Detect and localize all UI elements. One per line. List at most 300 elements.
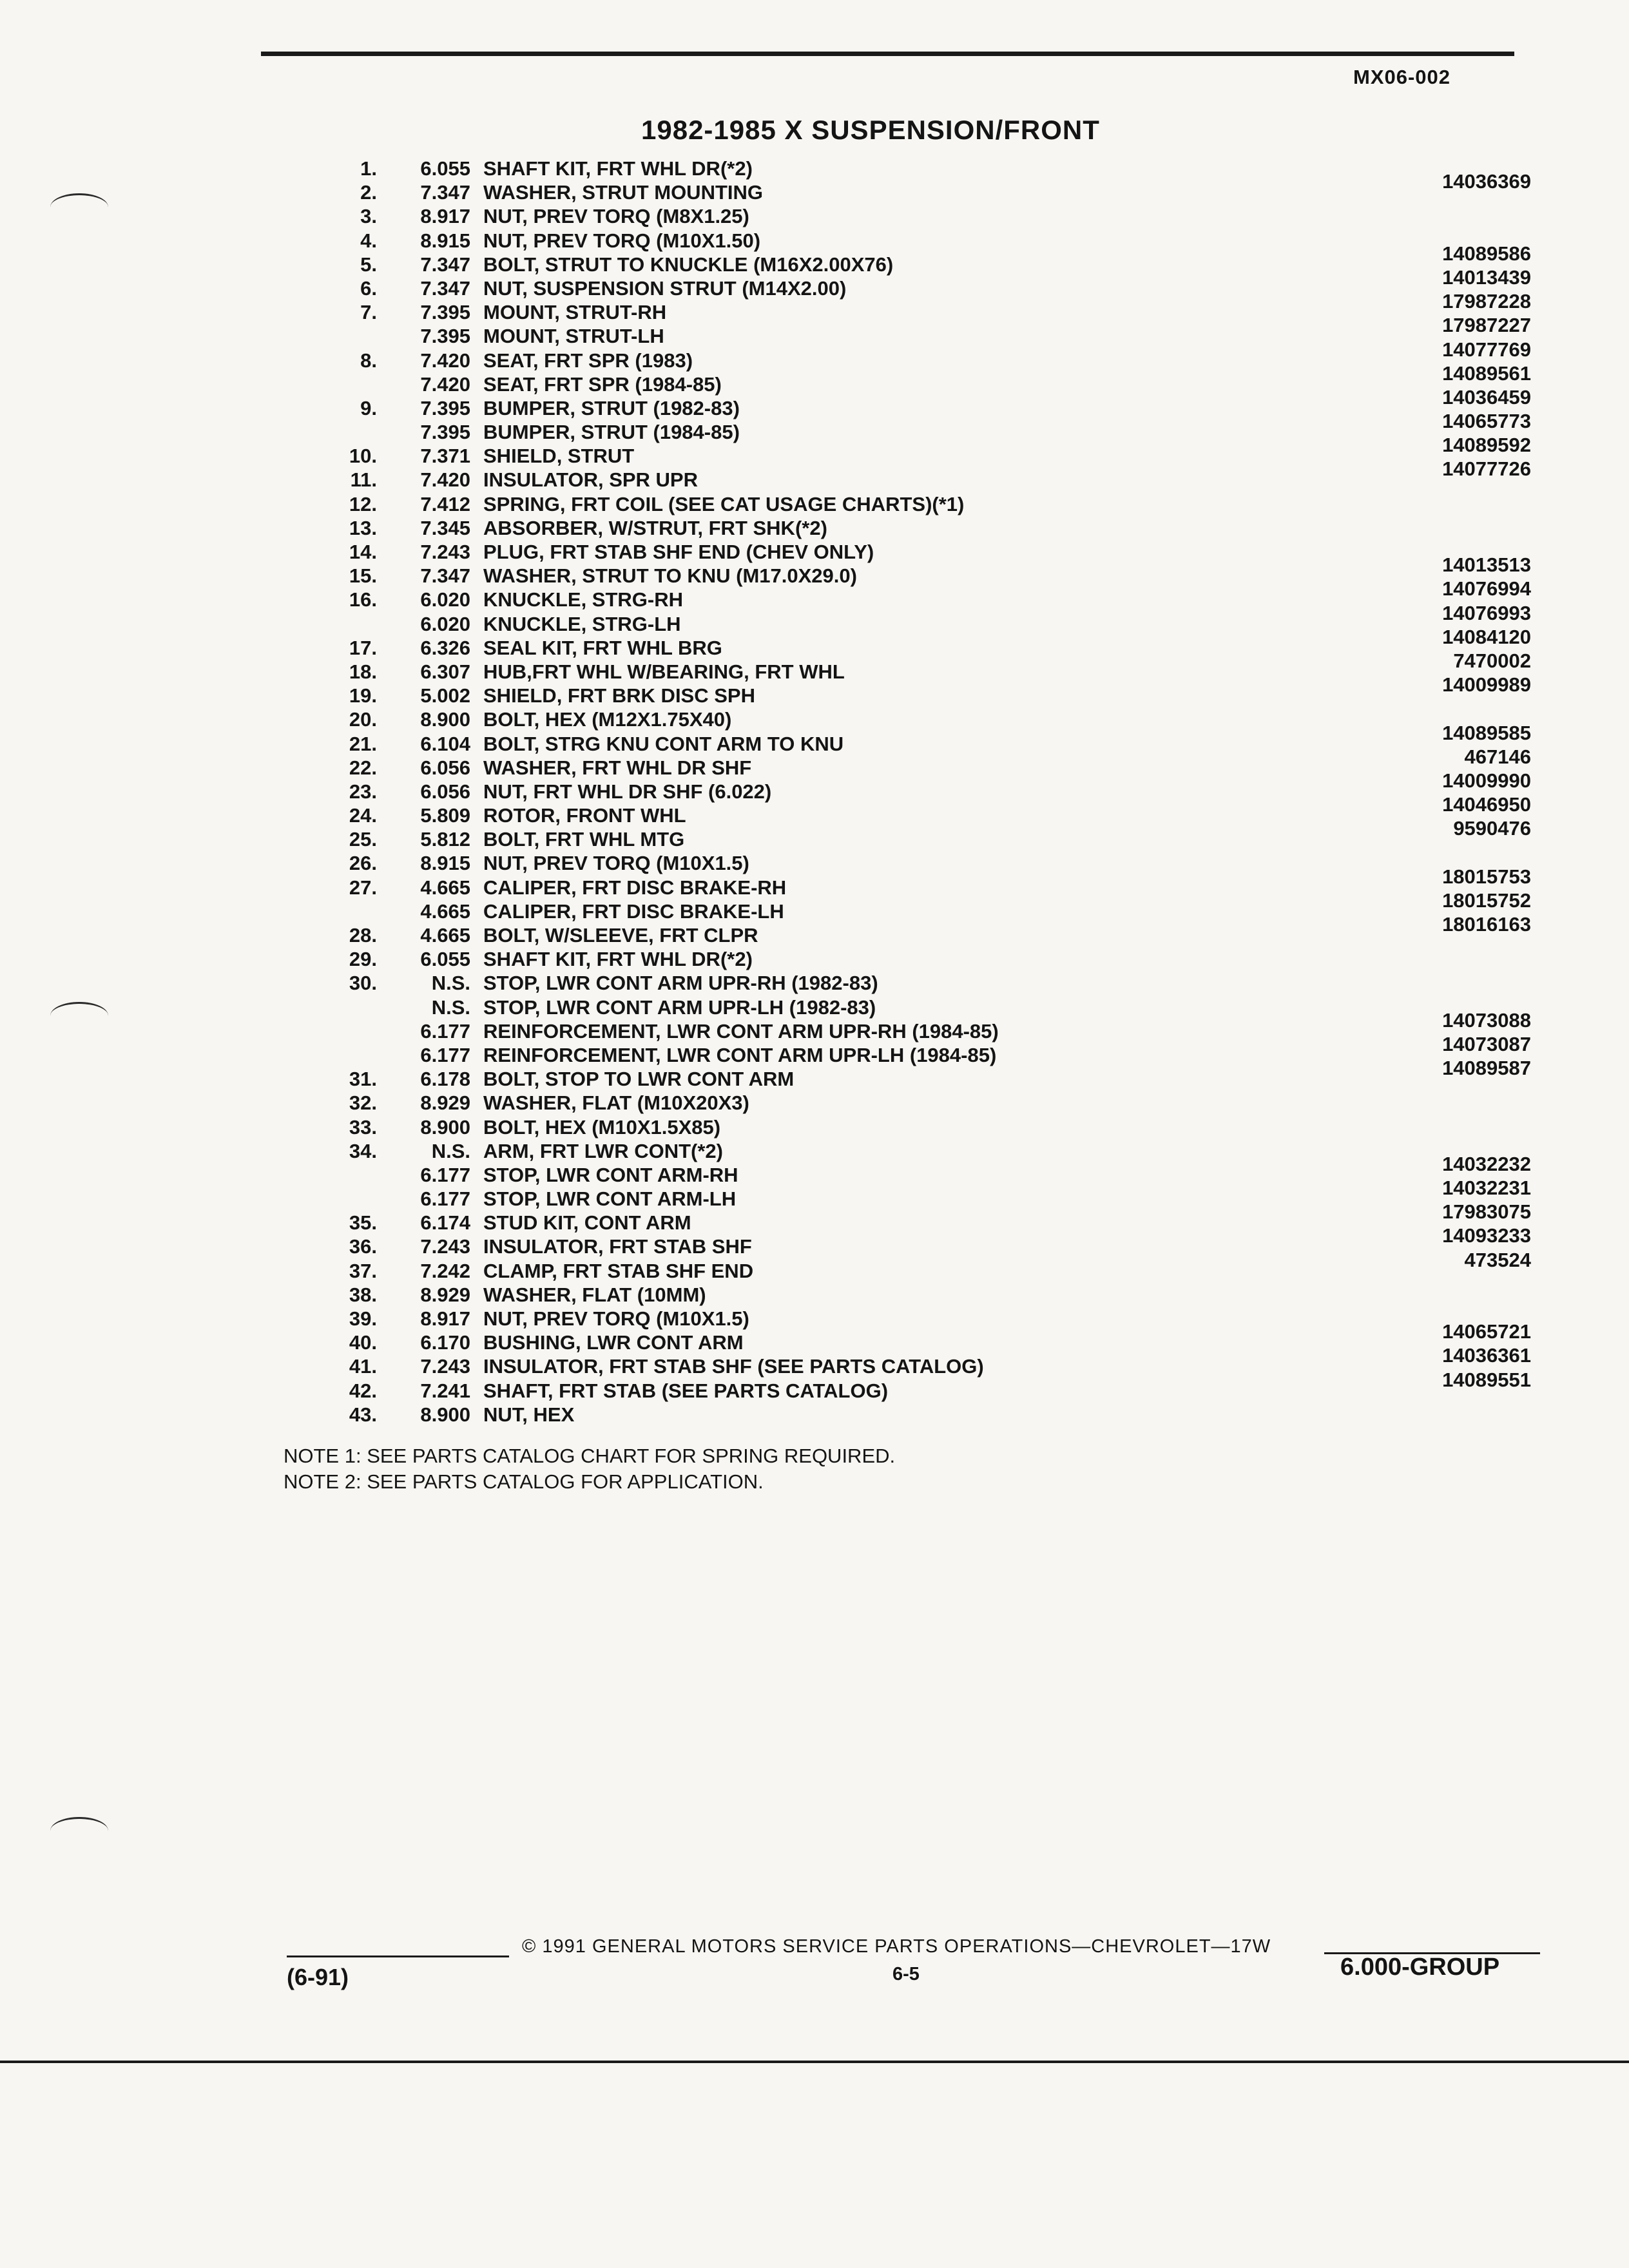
part-number: 14077726 [1379, 457, 1531, 481]
group-number: 6.104 [420, 732, 470, 755]
item-name: INSULATOR [483, 468, 598, 492]
item-name: BUMPER [483, 421, 570, 444]
group-number: 7.347 [420, 276, 470, 300]
item-detail: , HEX [522, 1403, 575, 1426]
item-name: BUSHING [483, 1331, 575, 1354]
item-name: NUT [483, 205, 523, 228]
item-name: CLAMP [483, 1259, 552, 1282]
item-name: SEAT [483, 372, 533, 396]
part-row [309, 625, 1534, 660]
item-name: SEAT [483, 349, 533, 372]
item-detail: , STRUT [556, 445, 635, 468]
part-row [309, 707, 1534, 731]
item-number: 20. [349, 708, 377, 731]
group-number: 4.665 [420, 899, 470, 923]
part-number: 17987228 [1379, 289, 1531, 313]
group-number: 6.055 [420, 948, 470, 971]
item-name: REINFORCEMENT [483, 1019, 655, 1043]
group-number: 7.241 [420, 1379, 470, 1402]
item-number: 8. [360, 349, 377, 372]
group-number: 8.900 [420, 1115, 470, 1139]
item-name: STOP [483, 995, 535, 1019]
item-detail: , LWR CONT ARM UPR-LH (1982-83) [534, 995, 876, 1019]
item-name: BOLT [483, 828, 534, 851]
item-number: 39. [349, 1307, 377, 1330]
item-name: NUT [483, 276, 523, 300]
part-row [309, 410, 1534, 444]
item-detail: , FRT SPR (1983) [532, 349, 693, 372]
group-number: 5.002 [420, 684, 470, 707]
item-name: NUT [483, 229, 523, 252]
part-number: 14013439 [1379, 265, 1531, 289]
item-detail: , LWR CONT ARM-RH [534, 1163, 738, 1186]
group-number: N.S. [431, 1139, 470, 1162]
item-name: WASHER [483, 564, 572, 588]
item-number: 12. [349, 492, 377, 515]
item-detail: , FRT STAB (SEE PARTS CATALOG) [547, 1379, 889, 1402]
group-number: 4.665 [420, 924, 470, 947]
item-name: SHAFT KIT [483, 157, 586, 180]
item-detail: , LWR CONT ARM [575, 1331, 744, 1354]
part-number: 14065773 [1379, 409, 1531, 433]
part-row [309, 971, 1534, 995]
item-number: 11. [350, 468, 377, 492]
group-number: 8.900 [420, 708, 470, 731]
part-row [309, 265, 1534, 300]
item-description [483, 1115, 1540, 1139]
group-number: N.S. [431, 972, 470, 995]
group-number: 6.170 [420, 1331, 470, 1354]
item-number: 21. [349, 732, 377, 755]
item-number: 36. [349, 1235, 377, 1258]
group-number: 6.178 [420, 1068, 470, 1091]
item-detail: , FRT STAB SHF END (CHEV ONLY) [539, 541, 874, 563]
item-detail: , PREV TORQ (M8X1.25) [522, 205, 749, 228]
item-detail: , STRUT TO KNUCKLE (M16X2.00X76) [534, 253, 894, 276]
part-row [309, 242, 1534, 276]
part-number: 17987227 [1379, 313, 1531, 337]
group-number: 7.243 [420, 1355, 470, 1378]
group-number: 8.917 [420, 1307, 470, 1330]
part-row [309, 170, 1534, 204]
part-row [309, 1283, 1534, 1307]
part-row [309, 361, 1534, 396]
item-detail: , LWR CONT ARM-LH [534, 1187, 737, 1211]
item-detail: , FRONT WHL [555, 804, 686, 827]
page-title: 1982-1985 X SUSPENSION/FRONT [641, 115, 1100, 145]
group-number: 7.395 [420, 325, 470, 348]
part-row [309, 1139, 1534, 1163]
part-row [309, 601, 1534, 636]
part-number: 14076994 [1379, 577, 1531, 601]
group-number: 8.917 [420, 205, 470, 228]
notes [284, 1443, 895, 1495]
item-name: PLUG [483, 541, 539, 563]
part-row [309, 1200, 1534, 1235]
item-name: BOLT [483, 253, 534, 276]
item-name: KNUCKLE [483, 612, 581, 635]
item-detail: , W/SLEEVE, FRT CLPR [534, 924, 758, 947]
group-number: 8.915 [420, 229, 470, 252]
item-name: STOP [483, 1163, 535, 1186]
part-row [309, 540, 1534, 564]
item-detail: , FRT WHL MTG [534, 828, 685, 851]
part-number: 14076993 [1379, 601, 1531, 625]
item-detail: , SUSPENSION STRUT (M14X2.00) [522, 276, 847, 300]
part-row [309, 577, 1534, 611]
item-detail: , W/STRUT, FRT SHK(*2) [597, 516, 827, 539]
part-row [309, 492, 1534, 516]
part-number: 18016163 [1379, 912, 1531, 936]
item-description [483, 1283, 1540, 1307]
part-number: 14089587 [1379, 1056, 1531, 1080]
item-detail: , STRUT-LH [554, 325, 664, 348]
part-number: 14046950 [1379, 793, 1531, 816]
group-number: 7.242 [420, 1259, 470, 1282]
copyright-text: © 1991 GENERAL MOTORS SERVICE PARTS OPERATIONS—CHEVROLET—17W [522, 1936, 1271, 1957]
item-detail: , CONT ARM [573, 1211, 691, 1235]
binder-hole-mark [50, 193, 108, 221]
part-row [309, 157, 1534, 180]
part-number: 7470002 [1379, 649, 1531, 673]
group-number: 6.056 [420, 780, 470, 803]
item-name: CALIPER [483, 876, 572, 899]
group-number: 8.929 [420, 1091, 470, 1115]
group-number: 6.020 [420, 588, 470, 611]
item-name: BOLT [483, 732, 534, 755]
part-row [309, 457, 1534, 492]
item-detail: , PREV TORQ (M10X1.5) [522, 852, 749, 875]
part-row [309, 745, 1534, 780]
part-number: 14077769 [1379, 338, 1531, 361]
group-number: 6.177 [420, 1043, 470, 1066]
part-row [309, 1307, 1534, 1331]
binder-hole-mark [50, 1817, 108, 1845]
item-number: 41. [349, 1355, 377, 1378]
part-number: 14089561 [1379, 361, 1531, 385]
item-number: 42. [349, 1379, 377, 1402]
part-number: 14032232 [1379, 1152, 1531, 1176]
item-name: SHAFT [483, 1379, 548, 1402]
item-name: WASHER [483, 756, 572, 779]
item-detail: , STRUT MOUNTING [571, 181, 763, 204]
item-detail: , FRT SPR (1984-85) [532, 372, 722, 396]
item-number: 16. [349, 588, 377, 611]
part-row [309, 913, 1534, 947]
part-row [309, 1057, 1534, 1091]
item-name: BUMPER [483, 396, 570, 419]
item-detail: , PREV TORQ (M10X1.50) [522, 229, 761, 252]
group-number: 8.915 [420, 852, 470, 875]
part-number: 14089585 [1379, 721, 1531, 745]
item-description [483, 1091, 1540, 1115]
part-number: 9590476 [1379, 816, 1531, 840]
item-name: SPRING [483, 492, 560, 515]
item-number: 7. [360, 301, 377, 324]
item-detail: , STRUT TO KNU (M17.0X29.0) [571, 564, 857, 588]
item-detail: , HEX (M12X1.75X40) [534, 708, 732, 731]
group-number: 7.347 [420, 181, 470, 204]
item-detail: , FRT COIL (SEE CAT USAGE CHARTS)(*1) [559, 492, 965, 515]
item-number: 13. [349, 516, 377, 539]
item-detail: , FLAT (10MM) [571, 1283, 706, 1306]
item-name: ABSORBER [483, 516, 598, 539]
note-1: NOTE 1: SEE PARTS CATALOG CHART FOR SPRING REQUIRED. [284, 1445, 896, 1467]
group-number: 5.809 [420, 804, 470, 827]
group-number: 6.177 [420, 1163, 470, 1186]
part-row [309, 338, 1534, 372]
item-number: 23. [349, 780, 377, 803]
part-row [309, 865, 1534, 899]
item-name: INSULATOR [483, 1355, 598, 1378]
item-number: 9. [360, 396, 377, 419]
group-number: 6.055 [420, 157, 470, 180]
item-detail: , STRG KNU CONT ARM TO KNU [534, 732, 844, 755]
part-row [309, 947, 1534, 971]
item-number: 24. [349, 804, 377, 827]
item-name: NUT [483, 780, 523, 803]
binder-hole-mark [50, 1002, 108, 1030]
item-name: WASHER [483, 1091, 572, 1115]
part-number: 14013513 [1379, 553, 1531, 577]
item-number: 6. [360, 276, 377, 300]
part-row [309, 314, 1534, 348]
group-number: 6.056 [420, 756, 470, 779]
part-number: 14036361 [1379, 1343, 1531, 1367]
item-detail: , HEX (M10X1.5X85) [534, 1115, 721, 1139]
item-number: 18. [349, 660, 377, 683]
group-number: 7.420 [420, 468, 470, 492]
top-rule [261, 52, 1514, 56]
item-detail: , STOP TO LWR CONT ARM [534, 1068, 795, 1091]
item-description [483, 1403, 1540, 1427]
group-number: 7.395 [420, 396, 470, 419]
part-row [309, 793, 1534, 827]
item-detail: , FRT WHL DR SHF [571, 756, 752, 779]
item-name: REINFORCEMENT [483, 1043, 655, 1066]
item-number: 25. [349, 828, 377, 851]
page-number: 6-5 [892, 1964, 920, 1984]
group-number: 7.420 [420, 349, 470, 372]
item-number: 2. [360, 181, 377, 204]
item-detail: , STRG-RH [581, 588, 683, 611]
item-name: BOLT [483, 924, 534, 947]
item-description [483, 516, 1540, 540]
part-number: 14009990 [1379, 769, 1531, 793]
item-name: ARM [483, 1139, 529, 1162]
part-row [309, 889, 1534, 923]
note-2: NOTE 2: SEE PARTS CATALOG FOR APPLICATION. [284, 1470, 764, 1493]
part-row [309, 516, 1534, 540]
item-detail: , SPR UPR [597, 468, 698, 492]
footer-rule-left [287, 1956, 509, 1957]
item-number: 22. [349, 756, 377, 779]
parts-list [309, 157, 1534, 1427]
part-number: 14009989 [1379, 673, 1531, 697]
part-row [309, 1008, 1534, 1043]
item-description [483, 492, 1540, 516]
group-number: 5.812 [420, 828, 470, 851]
group-number: 7.371 [420, 445, 470, 468]
part-row [309, 1320, 1534, 1354]
part-row [309, 385, 1534, 420]
part-row [309, 204, 1534, 228]
part-number: 14036459 [1379, 385, 1531, 409]
part-number: 14084120 [1379, 625, 1531, 649]
group-number: 7.395 [420, 421, 470, 444]
item-name: KNUCKLE [483, 588, 581, 611]
part-row [309, 1403, 1534, 1427]
item-detail: , STRUT (1984-85) [570, 421, 740, 444]
part-row [309, 649, 1534, 684]
item-number: 5. [360, 253, 377, 276]
item-name: BOLT [483, 1115, 534, 1139]
part-number: 14089586 [1379, 242, 1531, 265]
item-number: 17. [349, 636, 377, 659]
group-number: 4.665 [420, 876, 470, 899]
item-number: 14. [349, 541, 377, 563]
item-number: 15. [349, 564, 377, 588]
item-name: SHIELD [483, 445, 557, 468]
item-detail: , STRG-LH [581, 612, 681, 635]
part-number: 467146 [1379, 745, 1531, 769]
group-number: 6.020 [420, 612, 470, 635]
item-number: 33. [349, 1115, 377, 1139]
group-label: 6.000-GROUP [1340, 1954, 1500, 1981]
item-number: 3. [360, 205, 377, 228]
part-number: 14089551 [1379, 1368, 1531, 1392]
item-detail: , FRT WHL BRG [572, 636, 722, 659]
group-number: 7.243 [420, 1235, 470, 1258]
item-number: 10. [349, 445, 377, 468]
item-name: SHIELD [483, 684, 557, 707]
item-number: 31. [349, 1068, 377, 1091]
part-number: 14032231 [1379, 1176, 1531, 1200]
item-name: BOLT [483, 708, 534, 731]
part-row [309, 1344, 1534, 1378]
item-name: BOLT [483, 1068, 534, 1091]
group-number: 6.177 [420, 1187, 470, 1211]
group-number: 7.347 [420, 564, 470, 588]
part-row [309, 851, 1534, 875]
item-detail: , PREV TORQ (M10X1.5) [522, 1307, 749, 1330]
item-detail: , FRT DISC BRAKE-RH [571, 876, 787, 899]
item-name: NUT [483, 1307, 523, 1330]
item-detail: , FRT STAB SHF END [552, 1259, 754, 1282]
part-number: 14093233 [1379, 1224, 1531, 1247]
item-name: SEAL KIT [483, 636, 572, 659]
group-number: 7.420 [420, 372, 470, 396]
part-row [309, 1368, 1534, 1403]
item-number: 28. [349, 924, 377, 947]
item-name: MOUNT [483, 325, 555, 348]
item-name: INSULATOR [483, 1235, 598, 1258]
group-number: 7.412 [420, 492, 470, 515]
group-number: 6.307 [420, 660, 470, 683]
item-name: CALIPER [483, 899, 572, 923]
item-detail: , FRT LWR CONT(*2) [528, 1139, 723, 1162]
item-name: HUB [483, 660, 527, 683]
part-number: 14089592 [1379, 433, 1531, 457]
part-row [309, 769, 1534, 803]
item-number: 38. [349, 1283, 377, 1306]
item-number: 34. [349, 1139, 377, 1162]
group-number: 6.174 [420, 1211, 470, 1235]
item-detail: , FRT WHL DR(*2) [585, 948, 753, 971]
part-number: 14073087 [1379, 1032, 1531, 1056]
part-row [309, 995, 1534, 1019]
part-row [309, 1152, 1534, 1187]
group-number: 7.345 [420, 516, 470, 539]
item-number: 40. [349, 1331, 377, 1354]
item-detail: , FLAT (M10X20X3) [571, 1091, 749, 1115]
part-number: 18015753 [1379, 865, 1531, 889]
part-number: 14036369 [1379, 169, 1531, 193]
item-number: 26. [349, 852, 377, 875]
item-detail: , STRUT (1982-83) [570, 396, 740, 419]
item-detail: , LWR CONT ARM UPR-RH (1982-83) [534, 972, 878, 995]
item-number: 1. [360, 157, 377, 180]
part-number: 473524 [1379, 1248, 1531, 1272]
item-detail: , FRT STAB SHF (SEE PARTS CATALOG) [597, 1355, 984, 1378]
part-number: 14065721 [1379, 1320, 1531, 1343]
group-number: 7.243 [420, 541, 470, 563]
part-row [309, 1032, 1534, 1067]
document-id: MX06-002 [1353, 66, 1451, 88]
item-name: NUT [483, 1403, 523, 1426]
item-name: STOP [483, 1187, 535, 1211]
part-row [309, 817, 1534, 851]
item-number: 43. [349, 1403, 377, 1426]
group-number: 6.326 [420, 636, 470, 659]
item-number: 30. [349, 972, 377, 995]
item-description [483, 947, 1540, 971]
item-description [483, 971, 1540, 995]
item-name: NUT [483, 852, 523, 875]
group-number: 8.900 [420, 1403, 470, 1426]
item-name: STUD KIT [483, 1211, 574, 1235]
part-row [309, 1224, 1534, 1258]
item-name: STOP [483, 972, 535, 995]
part-row [309, 553, 1534, 588]
part-row [309, 1177, 1534, 1211]
group-number: 8.929 [420, 1283, 470, 1306]
item-detail: , FRT BRK DISC SPH [556, 684, 755, 707]
item-detail: , LWR CONT ARM UPR-LH (1984-85) [655, 1043, 997, 1066]
bottom-rule [0, 2061, 1629, 2063]
item-number: 37. [349, 1259, 377, 1282]
item-detail: , STRUT-RH [554, 301, 667, 324]
part-number: 14073088 [1379, 1008, 1531, 1032]
item-description [483, 204, 1540, 228]
item-number: 32. [349, 1091, 377, 1115]
item-detail: , FRT STAB SHF [597, 1235, 752, 1258]
item-name: ROTOR [483, 804, 555, 827]
item-name: WASHER [483, 1283, 572, 1306]
item-name: SHAFT KIT [483, 948, 586, 971]
part-row [309, 229, 1534, 253]
item-name: WASHER [483, 181, 572, 204]
part-number: 17983075 [1379, 1200, 1531, 1224]
part-number: 18015752 [1379, 889, 1531, 912]
item-detail: , FRT WHL DR(*2) [585, 157, 753, 180]
item-detail: , FRT DISC BRAKE-LH [571, 899, 784, 923]
item-number: 35. [349, 1211, 377, 1235]
item-detail: , LWR CONT ARM UPR-RH (1984-85) [655, 1019, 999, 1043]
item-detail: ,FRT WHL W/BEARING, FRT WHL [526, 660, 845, 683]
item-number: 29. [349, 948, 377, 971]
group-number: N.S. [431, 995, 470, 1019]
